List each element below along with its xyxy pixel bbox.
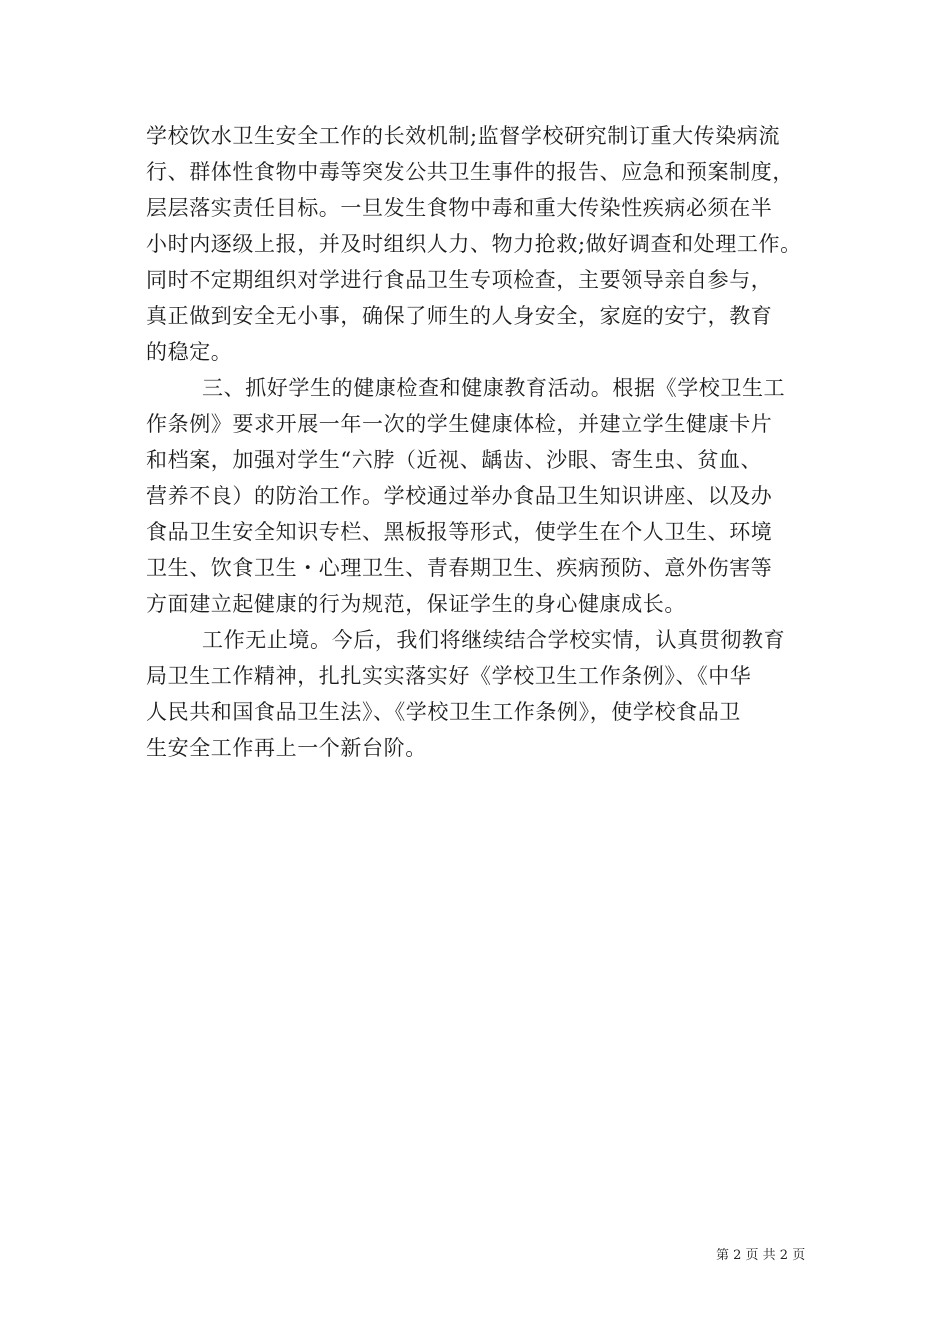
paragraph-start-line: 三、抓好学生的健康检查和健康教育活动。根据《学校卫生工 [202, 376, 786, 400]
text-line: 卫生、饮食卫生・心理卫生、青春期卫生、疾病预防、意外伤害等 [146, 556, 773, 580]
text-line: 生安全工作再上一个新台阶。 [146, 736, 427, 760]
text-line: 真正做到安全无小事，确保了师生的人身安全，家庭的安宁，教育 [146, 304, 773, 328]
page-number-footer: 第 2 页 共 2 页 [716, 1248, 806, 1263]
text-line: 营养不良）的防治工作。学校通过举办食品卫生知识讲座、以及办 [146, 484, 773, 508]
text-line: 人民共和国食品卫生法》、《学校卫生工作条例》，使学校食品卫 [146, 700, 741, 724]
text-line: 局卫生工作精神，扎扎实实落实好《学校卫生工作条例》、《中华 [146, 664, 752, 688]
text-line: 作条例》要求开展一年一次的学生健康体检，并建立学生健康卡片 [146, 412, 773, 436]
text-line: 小时内逐级上报，并及时组织人力、物力抢救;做好调查和处理工作。 [146, 232, 802, 256]
text-line: 和档案，加强对学生“六脖（近视、龋齿、沙眼、寄生虫、贫血、 [146, 448, 763, 472]
text-line: 学校饮水卫生安全工作的长效机制;监督学校研究制订重大传染病流 [146, 124, 781, 148]
text-line: 方面建立起健康的行为规范，保证学生的身心健康成长。 [146, 592, 686, 616]
text-line: 的稳定。 [146, 340, 233, 364]
paragraph-start-line: 工作无止境。今后，我们将继续结合学校实情，认真贯彻教育 [202, 628, 786, 652]
text-line: 层层落实责任目标。一旦发生食物中毒和重大传染性疾病必须在半 [146, 196, 773, 220]
document-body [146, 118, 826, 766]
text-line: 食品卫生安全知识专栏、黑板报等形式，使学生在个人卫生、环境 [146, 520, 773, 544]
text-line: 行、群体性食物中毒等突发公共卫生事件的报告、应急和预案制度， [146, 160, 794, 184]
text-line: 同时不定期组织对学进行食品卫生专项检查，主要领导亲自参与， [146, 268, 773, 292]
